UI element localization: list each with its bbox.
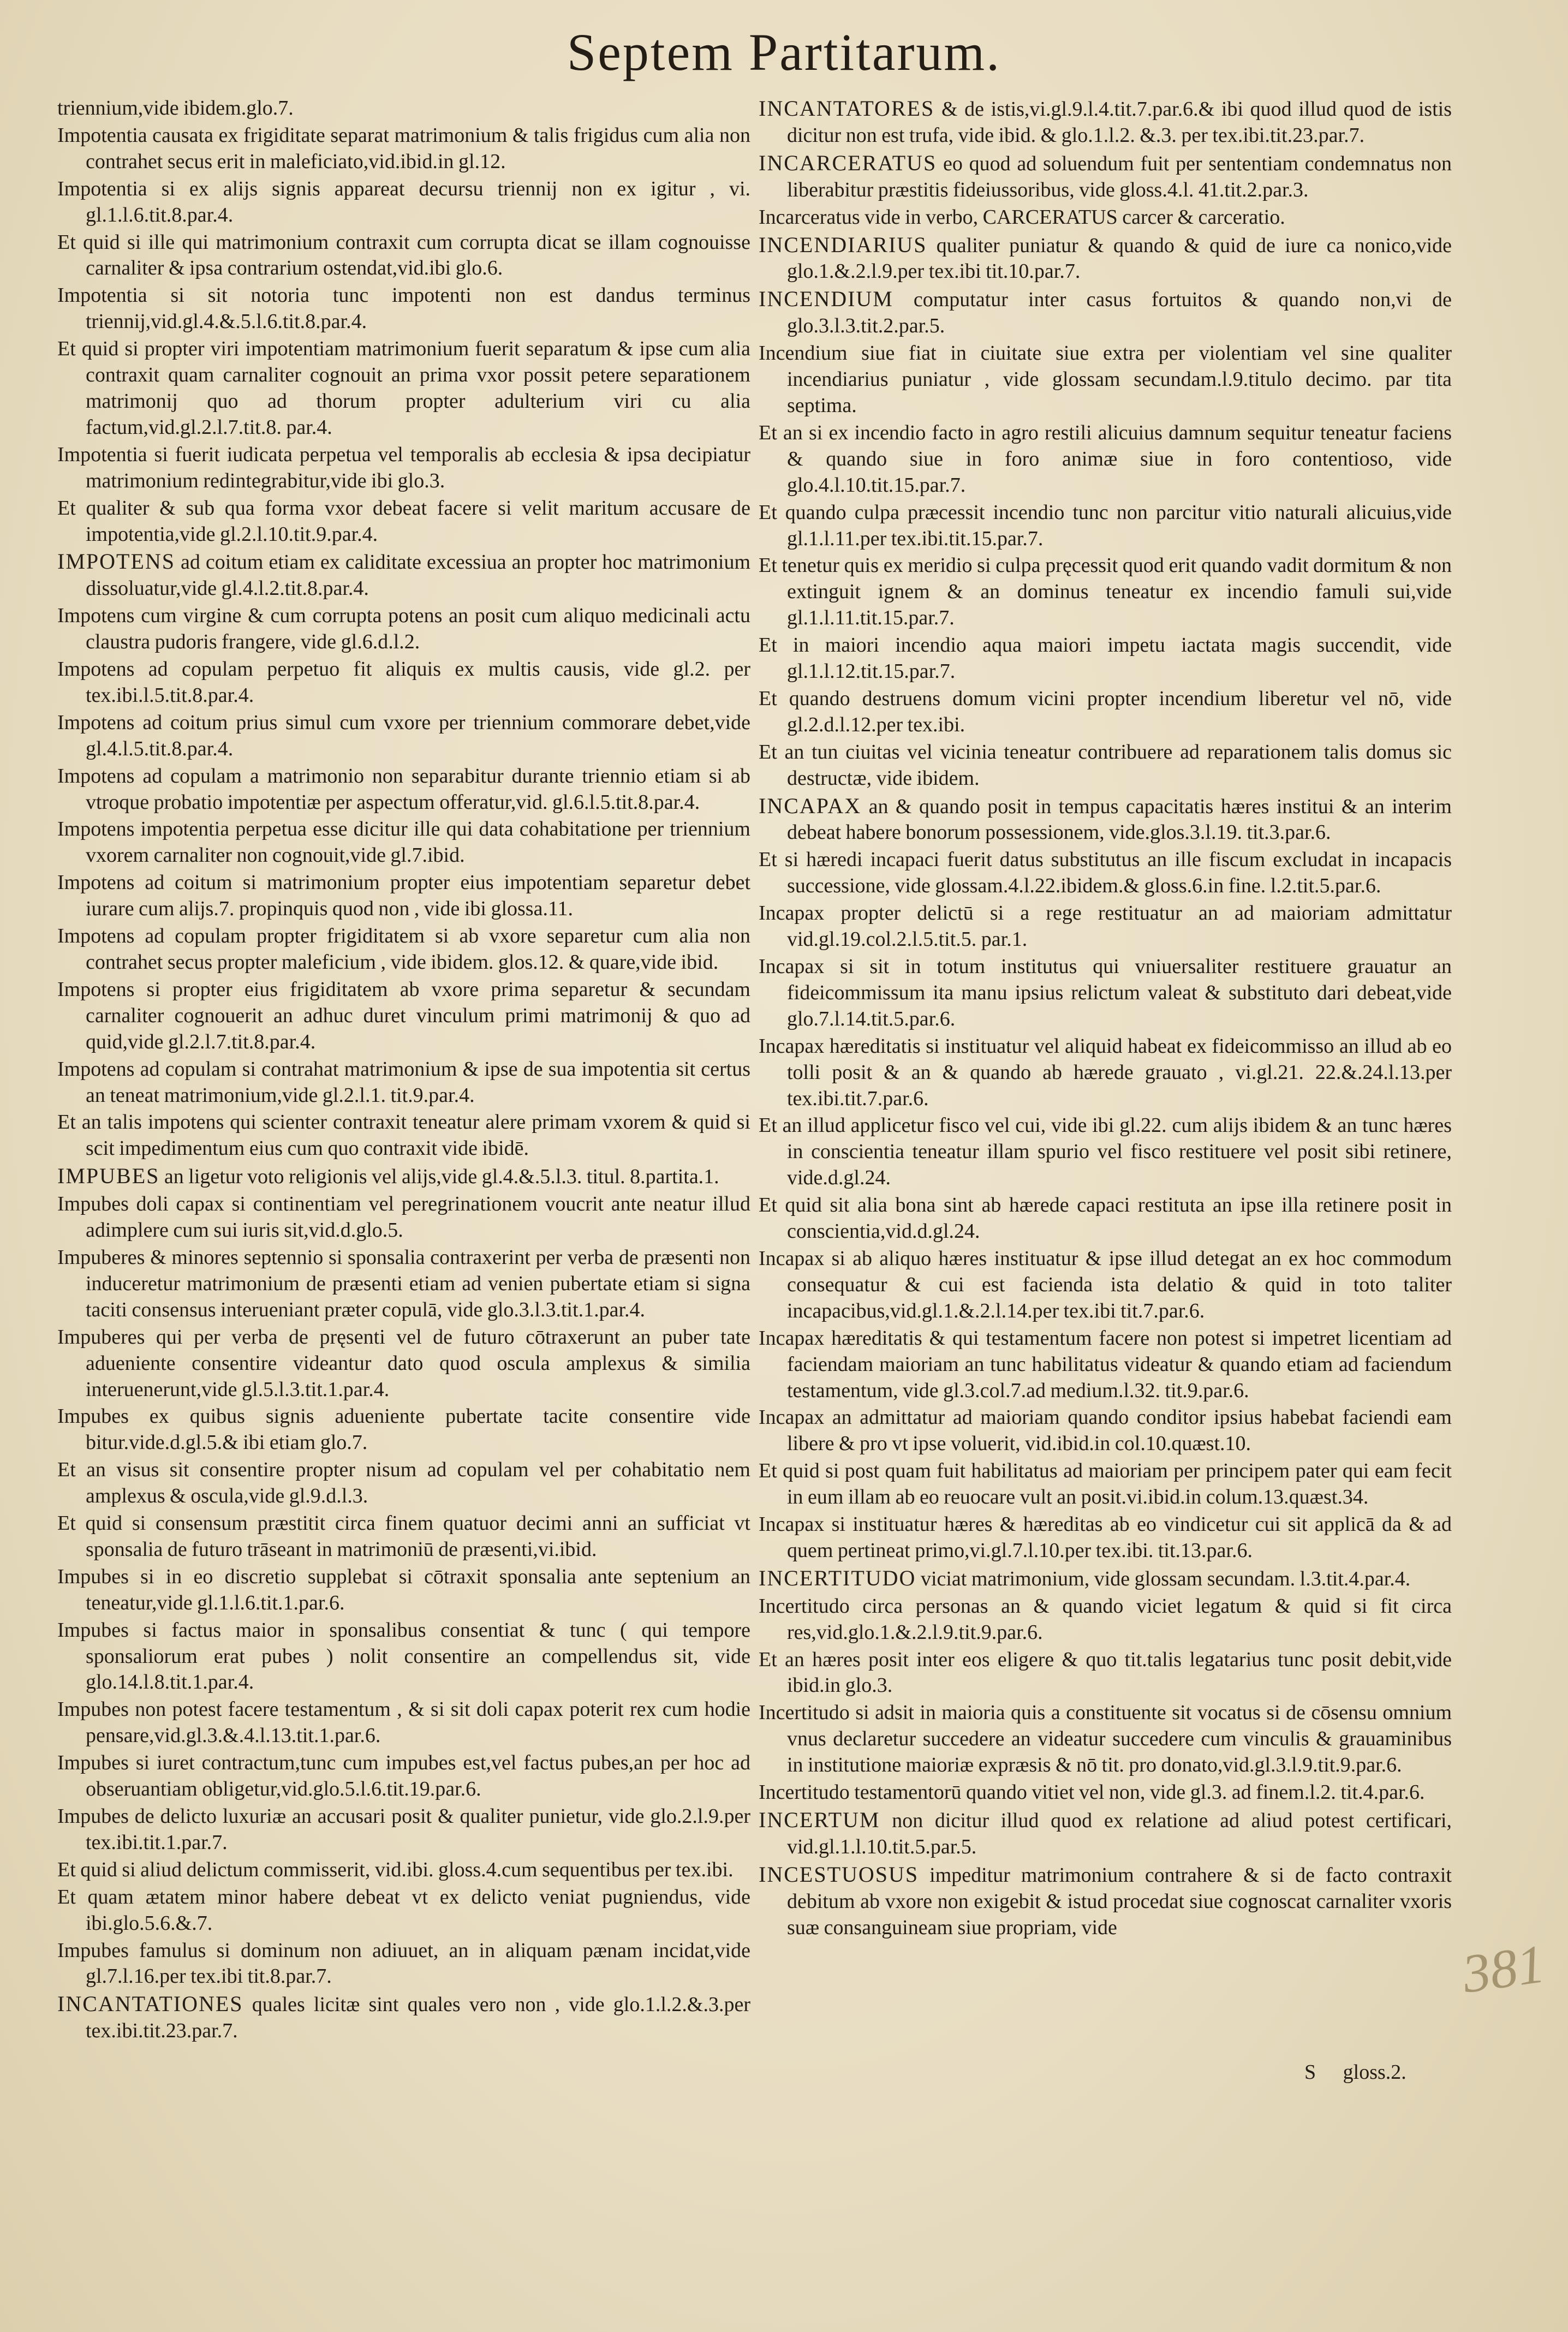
index-entry (759, 847, 1452, 899)
entry-headword: INCERTUM (759, 1808, 880, 1832)
entry-headword: INCANTATIONES (57, 1991, 243, 2017)
entry-headword: IMPOTENS (57, 549, 176, 574)
index-entry (759, 1246, 1452, 1325)
index-entry (57, 870, 750, 922)
index-entry (57, 977, 750, 1055)
index-entry (57, 1564, 750, 1617)
entry-text: Et si hæredi incapaci fuerit datus substitutus an ille fiscum excludat in incapacis successione, vide glossam.4.l.22.ibidem.& gloss.6.in fine. l.2.tit.5.par.6. (759, 848, 1452, 898)
entry-text: Et quid si consensum præstitit circa finem quatuor decimi anni an sufficiat vt sponsalia de futuro trāseant in matrimoniū de præsenti,vi.ibid. (57, 1512, 750, 1561)
entry-text: Impubes si in eo discretio supplebat si cōtraxit sponsalia ante septenium an teneatur,vide gl.1.l.6.tit.1.par.6. (57, 1565, 750, 1614)
entry-text: Impotens ad coitum si matrimonium propter eius impotentiam separetur debet iurare cum alijs.7. propinquis quod non , vide ibi glossa.11. (57, 871, 750, 921)
entry-text: Et quid si aliud delictum commisserit, vid.ibi. gloss.4.cum sequentibus per tex.ibi. (57, 1858, 734, 1881)
entry-text: Et an illud applicetur fisco vel cui, vide ibi gl.22. cum alijs ibidem & an tunc hæres in conscientia teneatur illam spurio vel fisco restituere vel posit sibi retinere, vide.d.gl.24. (759, 1114, 1452, 1190)
index-entry (759, 1807, 1452, 1860)
entry-text: Et quid si post quam fuit habilitatus ad maioriam per principem pater qui eam fecit in eum illam ab eo reuocare vult an posit.vi.ibid.in colum.13.quæst.34. (759, 1459, 1452, 1509)
index-entry (57, 1325, 750, 1403)
entry-text: eo quod ad soluendum fuit per sententiam condemnatus non liberabitur præstitis fideiussoribus, vide gloss.4.l. 41.tit.2.par.3. (787, 152, 1452, 201)
left-column (57, 96, 750, 2045)
entry-text: Impotens cum virgine & cum corrupta potens an posit cum aliquo medicinali actu claustra pudoris frangere, vide gl.6.d.l.2. (57, 604, 750, 654)
entry-headword: IMPUBES (57, 1164, 160, 1189)
index-entry (57, 710, 750, 762)
entry-text: Incarceratus vide in verbo, CARCERATUS carcer & carceratio. (759, 205, 1285, 229)
index-entry (57, 336, 750, 441)
index-entry (759, 739, 1452, 792)
entry-text: Impotentia si ex alijs signis appareat decursu triennij non ex igitur , vi. gl.1.l.6.tit.8.par.4. (57, 177, 750, 226)
entry-text: Impotens ad copulam propter frigiditatem si ab vxore separetur cum alia non contrahet secus propter maleficium , vide ibidem. glos.12. & quare,vide ibid. (57, 925, 750, 974)
index-entry (57, 96, 750, 122)
entry-text: Impotens ad coitum prius simul cum vxore per triennium commorare debet,vide gl.4.l.5.tit.8.par.4. (57, 711, 750, 760)
entry-text: Incapax hæreditatis si instituatur vel aliquid habeat ex fideicommisso an illud ab eo tolli posit & an & quando ab hærede grauato , vi.gl.21. 22.&.24.l.13.per tex.ibi.tit.7.par.6. (759, 1034, 1452, 1110)
index-entry (759, 420, 1452, 499)
index-entry (759, 1594, 1452, 1646)
index-entry (57, 816, 750, 869)
index-entry (57, 283, 750, 335)
index-entry (57, 1404, 750, 1456)
entry-text: non dicitur illud quod ex relatione ad aliud potest certificari, vid.gl.1.l.10.tit.5.par.5. (787, 1809, 1452, 1858)
entry-text: Incapax hæreditatis & qui testamentum facere non potest si impetret licentiam ad faciendam maioriam an tunc habilitatus videatur & quando etiam ad faciendum testamentum, vide gl.3.col.7.ad medium.l.32. tit.9.par.6. (759, 1326, 1452, 1402)
index-entry (759, 1192, 1452, 1245)
entry-text: ad coitum etiam ex caliditate excessiua an propter hoc matrimonium dissoluatur,vide gl.4.l.2.tit.8.par.4. (86, 551, 750, 600)
entry-text: an & quando posit in tempus capacitatis hæres institui & an interim debeat habere bonorum possessionem, vide.glos.3.l.19. tit.3.par.6. (787, 795, 1452, 844)
index-entry (759, 1405, 1452, 1457)
catchword-line (1283, 2060, 1406, 2084)
index-entry (57, 1750, 750, 1803)
index-entry (759, 633, 1452, 685)
entry-text: Et in maiori incendio aqua maiori impetu iactata magis succendit, vide gl.1.l.12.tit.15.par.7. (759, 634, 1452, 683)
index-entry (57, 1857, 750, 1883)
entry-headword: INCESTUOSUS (759, 1862, 919, 1887)
entry-text: Incertitudo circa personas an & quando viciet legatum & quid si fit circa res,vid.glo.1.&.2.l.9.tit.9.par.6. (759, 1594, 1452, 1644)
index-entry (57, 442, 750, 494)
index-entry (57, 1457, 750, 1510)
entry-text: Impubes doli capax si continentiam vel peregrinationem voucrit ante neatur illud adimplere cum sui iuris sit,vid.d.glo.5. (57, 1192, 750, 1242)
index-entry (57, 230, 750, 282)
entry-text: Impubes de delicto luxuriæ an accusari posit & qualiter punietur, vide glo.2.l.9.per tex.ibi.tit.1.par.7. (57, 1805, 750, 1854)
index-entry (759, 150, 1452, 204)
entry-text: Impotentia si fuerit iudicata perpetua vel temporalis ab ecclesia & ipsa decipiatur matrimonium redintegrabitur,vide ibi glo.3. (57, 443, 750, 492)
entry-text: Et an talis impotens qui scienter contraxit teneatur alere primam vxorem & quid si scit impedimentum eius cum quo contraxit vide ibidē. (57, 1111, 750, 1160)
index-entry (57, 176, 750, 229)
index-entry (57, 1511, 750, 1563)
entry-text: quales licitæ sint quales vero non , vide glo.1.l.2.&.3.per tex.ibi.tit.23.par.7. (86, 1993, 750, 2043)
entry-headword: INCANTATORES (759, 96, 935, 121)
index-entry (759, 1565, 1452, 1593)
entry-text: Et quid si ille qui matrimonium contraxit cum corrupta dicat se illam cognouisse carnaliter & ipsa contrarium ostendat,vid.ibi glo.6. (57, 230, 750, 280)
entry-text: Incertitudo si adsit in maioria quis a constituente sit vocatus si de cōsensu omnium vnus declaretur succedere an videatur succedere cum vinculis & grauaminibus in institutione maioriæ expræsis & nō tit. pro donato,vid.gl.3.l.9.tit.9.par.6. (759, 1701, 1452, 1777)
index-entry (57, 1938, 750, 1990)
entry-text: Et quando culpa præcessit incendio tunc non parcitur vitio naturali alicuius,vide gl.1.l.11.per tex.ibi.tit.15.par.7. (759, 500, 1452, 550)
entry-headword: INCENDIUM (759, 287, 893, 312)
entry-text: Incapax an admittatur ad maioriam quando conditor ipsius habebat faciendi eam libere & pro vt ipse voluerit, vid.ibid.in col.10.quæst.10. (759, 1406, 1452, 1456)
entry-text: Impubes si iuret contractum,tunc cum impubes est,vel factus pubes,an per hoc ad obseruantiam obligetur,vid.glo.5.l.6.tit.19.par.6. (57, 1751, 750, 1801)
entry-text: Impotens ad copulam perpetuo fit aliquis ex multis causis, vide gl.2. per tex.ibi.l.5.tit.8.par.4. (57, 658, 750, 707)
entry-text: Impuberes & minores septennio si sponsalia contraxerint per verba de præsenti non induceretur matrimonium de præsenti etiam ad venien pubertate etiam si signa taciti consensus interueniant præter copulā, vide glo.3.l.3.tit.1.par.4. (57, 1245, 750, 1321)
index-entry (57, 123, 750, 175)
entry-text: triennium,vide ibidem.glo.7. (57, 97, 294, 120)
index-entry (57, 1884, 750, 1937)
index-entry (57, 1110, 750, 1162)
index-entry (759, 553, 1452, 631)
index-entry (759, 1034, 1452, 1112)
index-entry (759, 286, 1452, 339)
index-entry (759, 1700, 1452, 1779)
index-entry (57, 1191, 750, 1244)
entry-text: Impotens ad copulam si contrahat matrimonium & ipse de sua impotentia sit certus an teneat matrimonium,vide gl.2.l.1. tit.9.par.4. (57, 1057, 750, 1107)
index-entry (759, 341, 1452, 419)
entry-text: computatur inter casus fortuitos & quando non,vi de glo.3.l.3.tit.2.par.5. (787, 288, 1452, 338)
entry-text: Et an tun ciuitas vel vicinia teneatur contribuere ad reparationem talis domus sic destructæ, vide ibidem. (759, 740, 1452, 790)
entry-text: Impubes non potest facere testamentum , & si sit doli capax poterit rex cum hodie pensare,vid.gl.3.&.4.l.13.tit.1.par.6. (57, 1698, 750, 1747)
entry-text: Incapax si ab aliquo hæres instituatur & ipse illud detegat an ex hoc commodum consequatur & cui est facienda ista delatio & quid in toto taliter incapacibus,vid.gl.1.&.2.l.14.per tex.ibi tit.7.par.6. (759, 1246, 1452, 1322)
index-entry (759, 232, 1452, 285)
index-entry (759, 793, 1452, 846)
index-entry (57, 1618, 750, 1696)
entry-text: Et qualiter & sub qua forma vxor debeat facere si velit maritum accusare de impotentia,vide gl.2.l.10.tit.9.par.4. (57, 496, 750, 546)
index-entry (759, 1862, 1452, 1941)
entry-text: viciat matrimonium, vide glossam secundam. l.3.tit.4.par.4. (916, 1567, 1411, 1590)
entry-text: Impubes si factus maior in sponsalibus consentiat & tunc ( qui tempore sponsaliorum erat pubes ) nolit consentire an compellendus sit, vide glo.14.l.8.tit.1.par.4. (57, 1618, 750, 1694)
index-entry (759, 954, 1452, 1033)
index-entry (759, 205, 1452, 231)
right-column (759, 96, 1452, 1942)
entry-text: Et an hæres posit inter eos eligere & quo tit.talis legatarius tunc posit debit,vide ibid.in glo.3. (759, 1648, 1452, 1697)
entry-text: Et an si ex incendio facto in agro restili alicuius damnum sequitur teneatur faciens & quando siue in foro animæ siue in foro contentioso, vide glo.4.l.10.tit.15.par.7. (759, 421, 1452, 497)
index-entry (759, 1512, 1452, 1564)
entry-text: Incapax si instituatur hæres & hæreditas ab eo vindicetur cui sit applicā da & ad quem pertineat primo,vi.gl.7.l.10.per tex.ibi. tit.13.par.6. (759, 1513, 1452, 1562)
entry-text: Et quam ætatem minor habere debeat vt ex delicto veniat pugniendus, vide ibi.glo.5.6.&.7. (57, 1885, 750, 1935)
entry-headword: INCAPAX (759, 793, 862, 818)
index-entry (759, 686, 1452, 738)
entry-headword: INCARCERATUS (759, 150, 937, 175)
index-entry (57, 1991, 750, 2044)
entry-text: Incapax propter delictū si a rege restituatur an ad maioriam admittatur vid.gl.19.col.2.l.5.tit.5. par.1. (759, 902, 1452, 951)
entry-text: Incapax si sit in totum institutus qui vniuersaliter restituere grauatur an fideicommissum ita manu ipsius relictum valeat & substituto dari debeat,vide glo.7.l.14.tit.5.par.6. (759, 955, 1452, 1030)
index-entry (57, 1245, 750, 1323)
index-entry (57, 548, 750, 602)
index-entry (759, 1780, 1452, 1806)
entry-text: Et quid sit alia bona sint ab hærede capaci restituta an ipse illa retinere posit in conscientia,vid.d.gl.24. (759, 1194, 1452, 1243)
entry-text: Incertitudo testamentorū quando vitiet vel non, vide gl.3. ad finem.l.2. tit.4.par.6. (759, 1781, 1425, 1804)
index-entry (759, 500, 1452, 552)
index-entry (57, 764, 750, 816)
index-entry (759, 1326, 1452, 1404)
index-entry (759, 96, 1452, 149)
page-header: Septem Partitarum. (567, 23, 1001, 81)
entry-text: Impotentia si sit notoria tunc impotenti non est dandus terminus triennij,vid.gl.4.&.5.l.6.tit.8.par.4. (57, 284, 750, 333)
entry-text: Impotens si propter eius frigiditatem ab vxore prima separetur & secundam carnaliter cognouerit an adhuc duret vinculum primi matrimonij & quo ad quid,vide gl.2.l.7.tit.8.par.4. (57, 977, 750, 1053)
index-entry (759, 1647, 1452, 1699)
index-entry (57, 1057, 750, 1109)
index-entry (57, 923, 750, 976)
folio-number: 381 (1459, 1933, 1548, 2005)
entry-text: Impotens ad copulam a matrimonio non separabitur durante triennio etiam si ab vtroque probatio impotentiæ per aspectum offeratur,vid. gl.6.l.5.tit.8.par.4. (57, 764, 750, 814)
entry-headword: INCENDIARIUS (759, 232, 927, 257)
entry-text: & de istis,vi.gl.9.l.4.tit.7.par.6.& ibi quod illud quod de istis dicitur non est trufa, vide ibid. & glo.1.l.2. &.3. per tex.ibi.tit.23.par.7. (787, 98, 1452, 147)
index-entry (57, 1163, 750, 1190)
signature-mark: S (1304, 2061, 1316, 2084)
entry-text: Impotens impotentia perpetua esse dicitur ille qui data cohabitatione per triennium vxorem carnaliter non cognouit,vide gl.7.ibid. (57, 818, 750, 867)
index-entry (57, 1697, 750, 1749)
entry-text: Impubes famulus si dominum non adiuuet, an in aliquam pænam incidat,vide gl.7.l.16.per tex.ibi tit.8.par.7. (57, 1939, 750, 1988)
entry-text: Et quando destruens domum vicini propter incendium liberetur vel nō, vide gl.2.d.l.12.per tex.ibi. (759, 687, 1452, 736)
entry-text: Et tenetur quis ex meridio si culpa pręcessit quod erit quando vadit dormitum & non extinguit ignem & an dominus teneatur ex incendio famuli sui,vide gl.1.l.11.tit.15.par.7. (759, 554, 1452, 630)
entry-headword: INCERTITUDO (759, 1565, 916, 1590)
entry-text: qualiter puniatur & quando & quid de iure ca nonico,vide glo.1.&.2.l.9.per tex.ibi tit.10.par.7. (787, 234, 1452, 283)
entry-text: Impotentia causata ex frigiditate separat matrimonium & talis frigidus cum alia non contrahet secus erit in maleficiato,vid.ibid.in gl.12. (57, 123, 750, 173)
entry-text: Incendium siue fiat in ciuitate siue extra per violentiam vel sine qualiter incendiarius puniatur , vide glossam secundam.l.9.titulo decimo. par tita septima. (759, 342, 1452, 417)
catchword: gloss.2. (1343, 2061, 1406, 2084)
index-entry (57, 603, 750, 655)
index-entry (57, 496, 750, 548)
index-entry (759, 900, 1452, 953)
entry-text: Impubes ex quibus signis adueniente pubertate tacite consentire vide bitur.vide.d.gl.5.& ibi etiam glo.7. (57, 1405, 750, 1454)
index-entry (759, 1113, 1452, 1191)
index-entry (759, 1458, 1452, 1511)
entry-text: Impuberes qui per verba de pręsenti vel de futuro cōtraxerunt an puber tate adueniente consentire videantur dato quod oscula amplexus & similia interuenerunt,vide gl.5.l.3.tit.1.par.4. (57, 1325, 750, 1401)
index-entry (57, 657, 750, 709)
entry-text: Et an visus sit consentire propter nisum ad copulam vel per cohabitatio nem amplexus & oscula,vide gl.9.d.l.3. (57, 1458, 750, 1508)
entry-text: impeditur matrimonium contrahere & si de facto contraxit debitum ab vxore non exigebit & istud procedat siue cognoscat carnaliter vxoris suæ consanguineam siue propriam, vide (787, 1863, 1452, 1939)
entry-text: Et quid si propter viri impotentiam matrimonium fuerit separatum & ipse cum alia contraxit quam carnaliter cognouit an prima vxor possit petere separationem matrimonij quo ad thorum propter adulterium viri cu alia factum,vid.gl.2.l.7.tit.8. par.4. (57, 337, 750, 439)
index-entry (57, 1804, 750, 1856)
entry-text: an ligetur voto religionis vel alijs,vide gl.4.&.5.l.3. titul. 8.partita.1. (159, 1165, 719, 1189)
